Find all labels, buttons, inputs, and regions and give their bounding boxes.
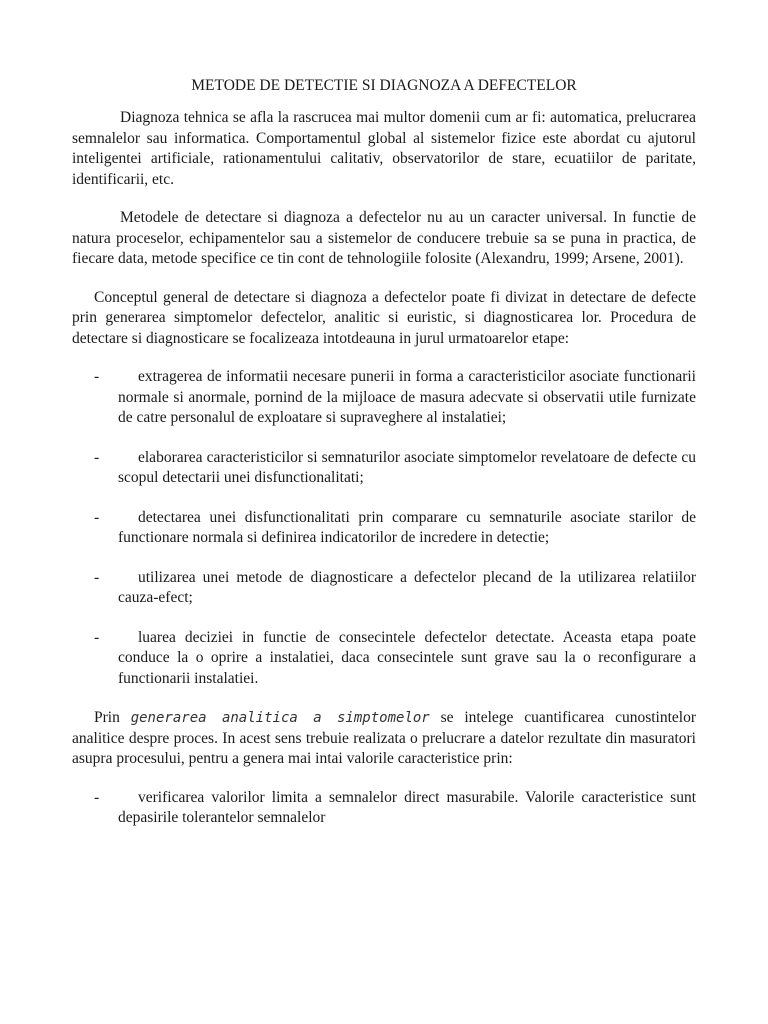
paragraph-prefix: Prin [94,709,120,726]
bullet-marker: - [94,508,100,526]
bullet-marker: - [94,788,100,806]
bullet-marker: - [94,448,100,466]
bullet-list-steps [72,367,696,689]
bullet-marker: - [94,628,100,646]
list-item [72,788,696,829]
list-item [72,367,696,429]
highlighted-term: generarea analitica a simptomelor [130,710,430,726]
bullet-list-checks [72,788,696,829]
paragraph-concept: Conceptul general de detectare si diagnoza a defectelor poate fi divizat in detectare de defecte prin generarea simptomelor defectelor, analitic si euristic, si diagnosticarea lor. Procedura de detectare si diagnosticare se focalizeaza intotdeauna in jurul urmatoarelor etape: [72,288,696,347]
paragraph-intro: Diagnoza tehnica se afla la rascrucea mai multor domenii cum ar fi: automatica, prelucrarea semnalelor sau informatica. Comportamentul global al sistemelor fizice este abordat cu ajutorul inteligentei artificiale, rationamentului calitativ, observatorilor de stare, ecuatiilor de paritate, identificarii, etc. [72,109,696,188]
list-item-text: verificarea valorilor limita a semnalelor direct masurabile. Valorile caracteristice sunt depasirile tolerantelor semnalelor [118,788,696,826]
list-item [72,628,696,690]
bullet-marker: - [94,368,100,385]
bullet-marker: - [94,568,100,586]
document-title: METODE DE DETECTIE SI DIAGNOZA A DEFECTELOR [191,77,577,94]
list-item-text: elaborarea caracteristicilor si semnaturilor asociate simptomelor revelatoare de defecte cu scopul detectarii unei disfunctionalitati; [118,448,696,486]
list-item-text: detectarea unei disfunctionalitati prin comparare cu semnaturile asociate starilor de functionare normala si definirea indicatorilor de incredere in detectie; [118,508,696,546]
paragraph-methods: Metodele de detectare si diagnoza a defectelor nu au un caracter universal. In functie de natura proceselor, echipamentelor sau a sistemelor de conducere trebuie sa se puna in practica, de fiecare data, metode specifice ce tin cont de tehnologiile folosite (Alexandru, 1999; Arsene, 2001). [72,209,696,267]
list-item-text: utilizarea unei metode de diagnosticare a defectelor plecand de la utilizarea relatiilor cauza-efect; [118,568,696,606]
list-item-text: luarea deciziei in functie de consecintele defectelor detectate. Aceasta etapa poate conduce la o oprire a instalatiei, daca consecintele sunt grave sau la o reconfigurare a functionarii instalatiei. [118,628,696,687]
list-item [72,568,696,609]
list-item [72,448,696,489]
paragraph-analytic-generation [72,708,696,770]
list-item-text: extragerea de informatii necesare punerii in forma a caracteristicilor asociate functionarii normale si anormale, pornind de la mijloace de masura adecvate si observatii utile furnizate de catre personalul de exploatare si supraveghere al instalatiei; [118,368,696,426]
list-item [72,508,696,549]
paragraph-suffix: se intelege cuantificarea cunostintelor analitice despre proces. In acest sens trebuie realizata o prelucrare a datelor rezultate din masuratori asupra procesului, pentru a genera mai intai valorile caracteristice prin: [72,709,697,767]
